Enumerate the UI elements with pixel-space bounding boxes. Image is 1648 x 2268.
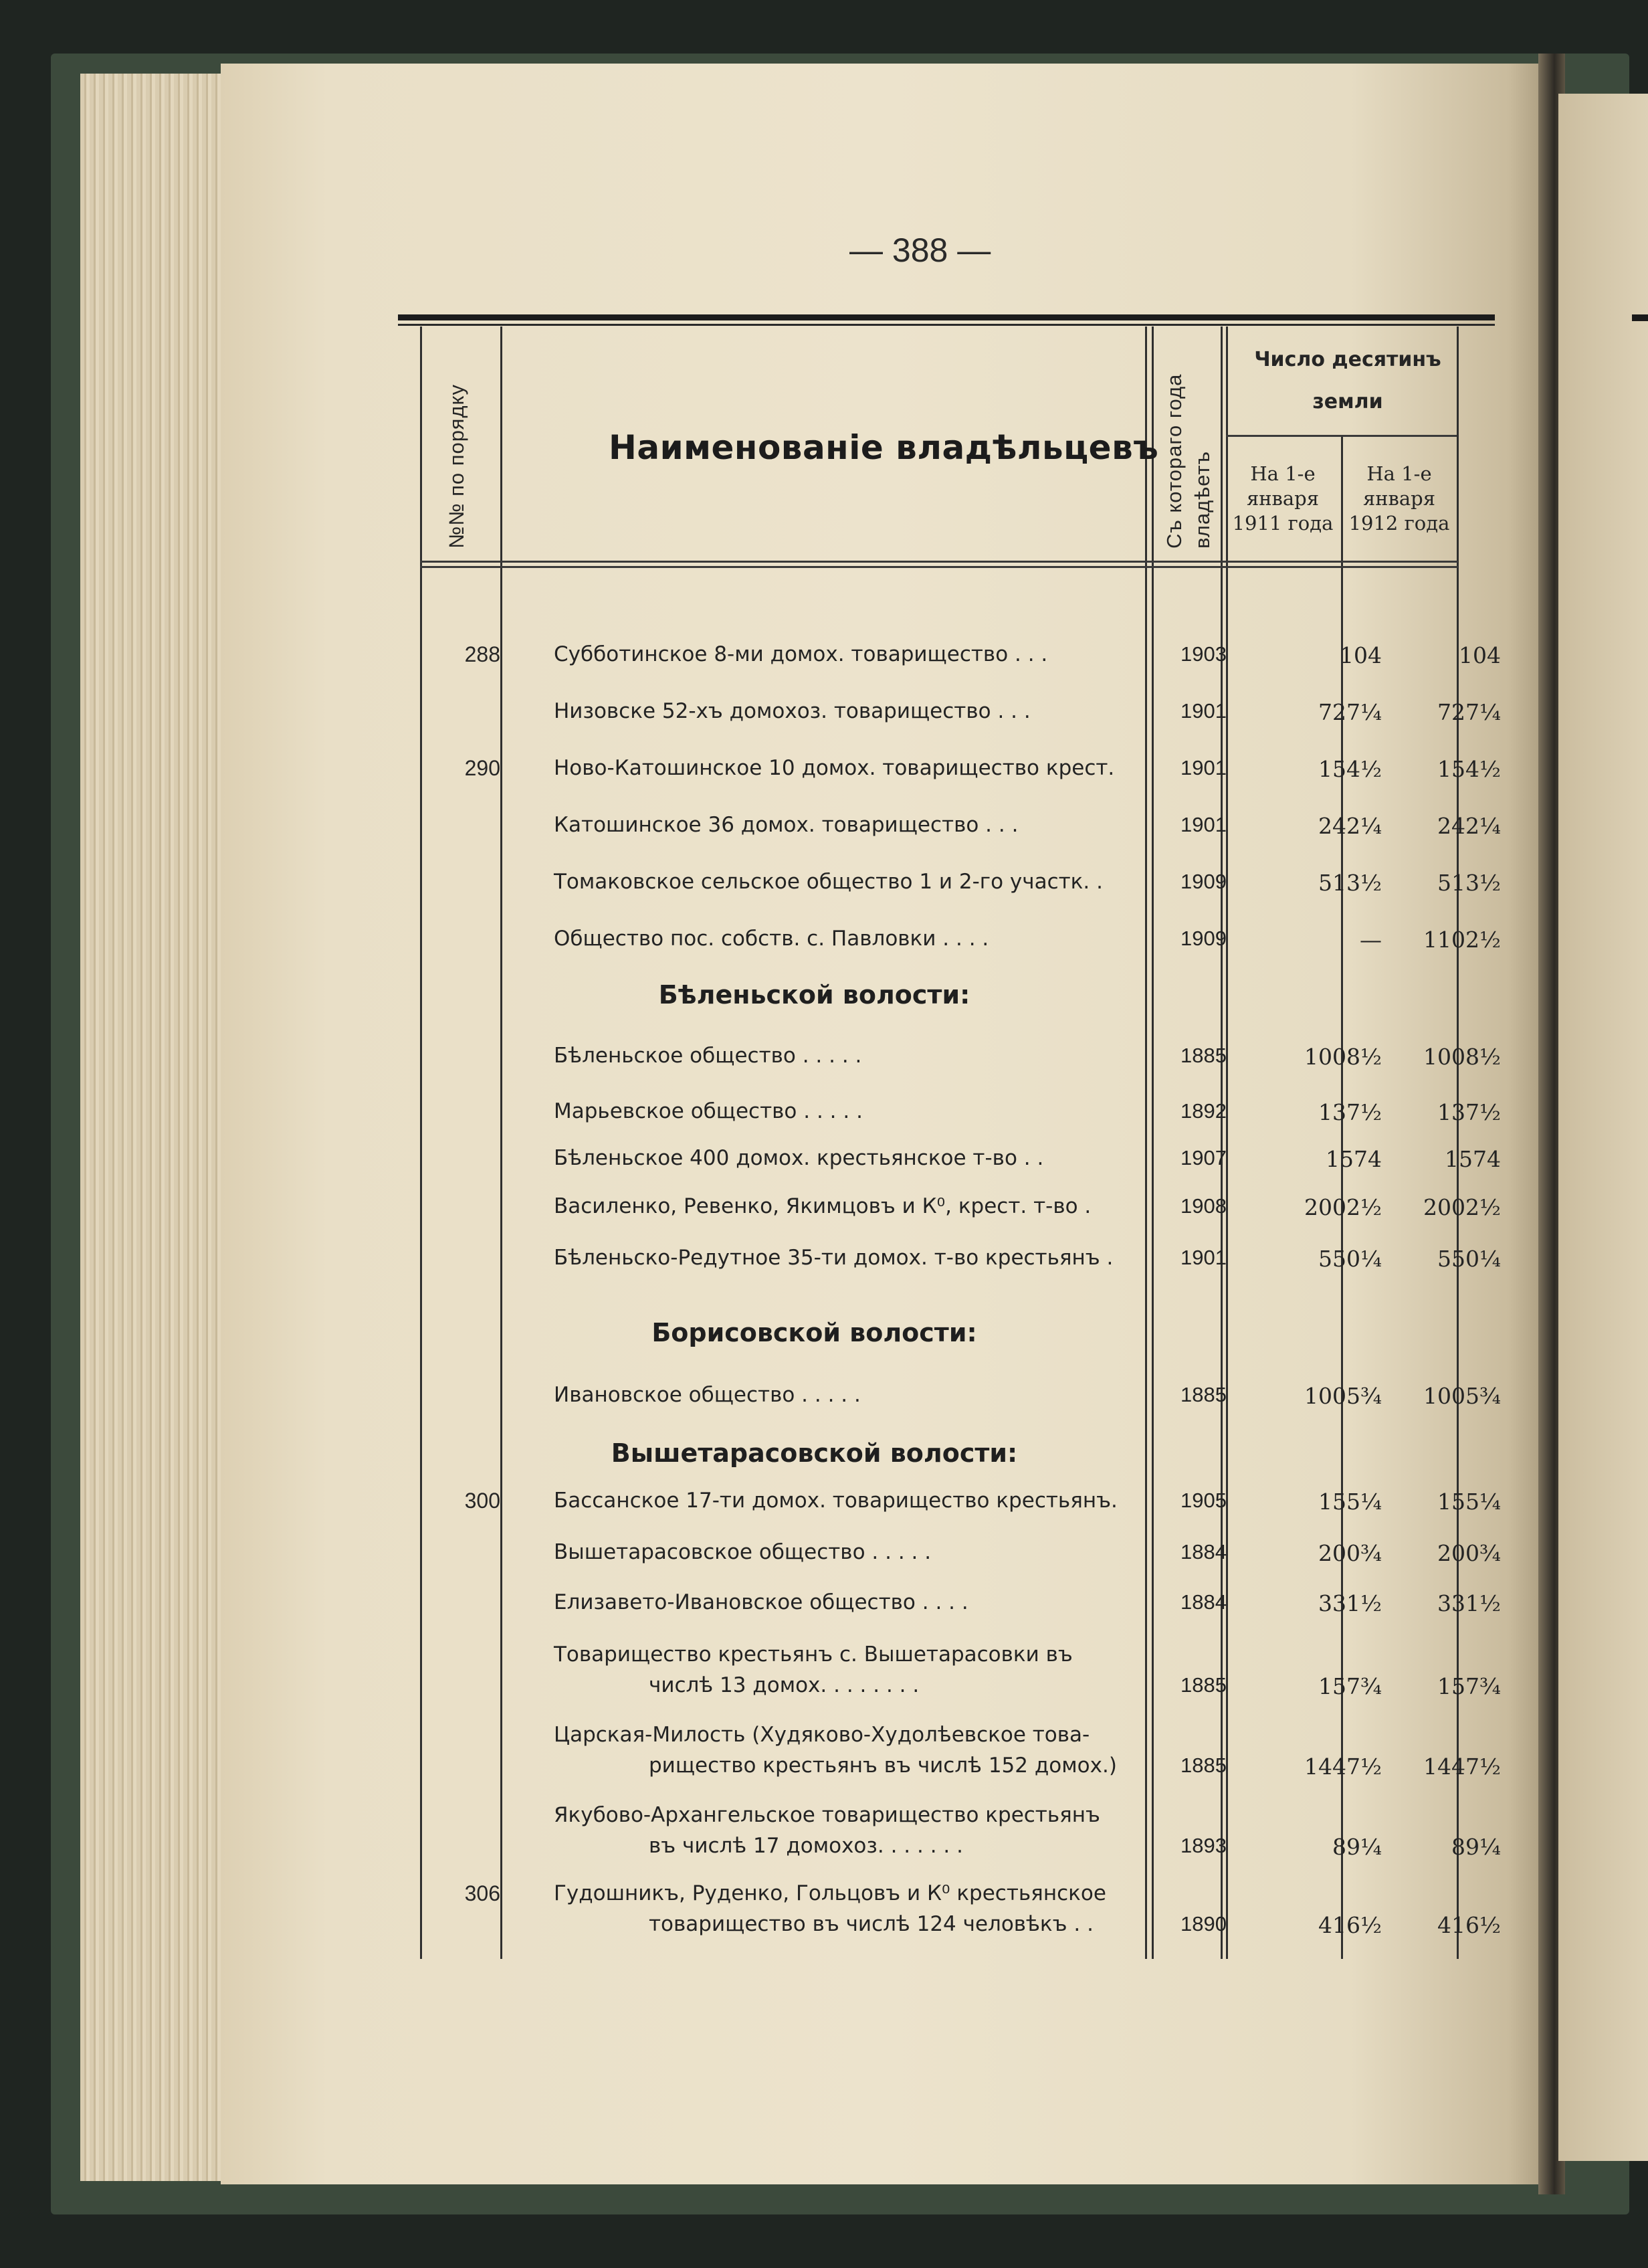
facing-page-rule	[1632, 314, 1648, 321]
land-1912: 727¼	[1437, 699, 1501, 725]
land-1912: 1005¾	[1423, 1383, 1501, 1409]
col-divider	[500, 326, 502, 1959]
col-divider	[1457, 326, 1459, 1959]
land-1911: 200¾	[1318, 1540, 1382, 1566]
owner-name: Товарищество крестьянъ с. Вышетарасовки въ	[554, 1642, 1073, 1667]
land-1912: 1574	[1445, 1146, 1501, 1172]
table-row	[401, 1540, 1501, 1574]
page-number: — 388 —	[849, 231, 991, 269]
header-1912-line: На 1-е	[1366, 462, 1432, 485]
section-title: Борисовской волости:	[651, 1318, 977, 1347]
land-1911: 155¼	[1318, 1489, 1382, 1515]
land-1912: 550¼	[1437, 1246, 1501, 1272]
row-number: 300	[464, 1489, 500, 1513]
table-row	[401, 813, 1501, 846]
table-row	[401, 1723, 1501, 1790]
owner-name-cont: рищество крестьянъ въ числѣ 152 домох.)	[649, 1754, 1117, 1778]
row-number: 288	[464, 642, 500, 666]
table-row	[401, 1044, 1501, 1077]
land-1911: 137½	[1318, 1099, 1382, 1125]
owner-name: Бѣленьско-Редутное 35-ти домох. т-во крестьянъ .	[554, 1246, 1114, 1270]
owner-name: Бѣленьское 400 домох. крестьянское т-во . .	[554, 1146, 1044, 1170]
header-1911	[1226, 462, 1340, 536]
owner-name: Томаковское сельское общество 1 и 2-го участк. .	[554, 870, 1103, 894]
owner-name: Ново-Катошинское 10 домох. товарищество крест.	[554, 756, 1115, 780]
header-1912-line: января	[1362, 487, 1436, 510]
col-divider	[1226, 326, 1228, 1959]
owner-name: Ивановское общество . . . . .	[554, 1383, 861, 1407]
table-row	[401, 1383, 1501, 1416]
table-row	[401, 1803, 1501, 1870]
col-divider	[1152, 326, 1154, 1959]
land-1911: 154½	[1318, 756, 1382, 782]
group-header-rule	[1226, 435, 1457, 437]
owner-name: Субботинское 8-ми домох. товарищество . . .	[554, 642, 1048, 666]
land-1911: 727¼	[1318, 699, 1382, 725]
year-owned: 1901	[1180, 813, 1227, 836]
land-1911: 89¼	[1332, 1834, 1382, 1860]
year-owned: 1909	[1180, 927, 1227, 950]
table-top-rule-thin	[398, 324, 1495, 326]
owner-name-cont: въ числѣ 17 домохоз. . . . . . .	[649, 1834, 963, 1858]
header-1912-line: 1912 года	[1348, 512, 1450, 535]
land-1912: 89¼	[1451, 1834, 1501, 1860]
land-1912: 1102½	[1423, 927, 1501, 953]
year-owned: 1884	[1180, 1590, 1227, 1614]
owner-name-cont: числѣ 13 домох. . . . . . . .	[649, 1673, 920, 1697]
header-year: Съ котораго года владѣетъ	[1162, 373, 1214, 549]
table-row	[401, 1489, 1501, 1522]
header-bottom-rule	[420, 561, 1458, 563]
land-1911: 1447½	[1304, 1754, 1382, 1780]
year-owned: 1901	[1180, 699, 1227, 723]
owner-name: Бассанское 17-ти домох. товарищество крестьянъ.	[554, 1489, 1118, 1513]
land-1911: 513½	[1318, 870, 1382, 896]
year-owned: 1890	[1180, 1912, 1227, 1935]
owner-name: Елизавето-Ивановское общество . . . .	[554, 1590, 968, 1614]
land-1911: 550¼	[1318, 1246, 1382, 1272]
header-no: №№ по порядку	[445, 384, 468, 549]
owner-name-cont: товарищество въ числѣ 124 человѣкъ . .	[649, 1912, 1094, 1936]
table-row	[401, 756, 1501, 789]
land-1912: 157¾	[1437, 1673, 1501, 1699]
land-1912: 137½	[1437, 1099, 1501, 1125]
year-owned: 1885	[1180, 1044, 1227, 1067]
header-name: Наименованіе владѣльцевъ	[609, 428, 1159, 467]
owner-name: Царская-Милость (Худяково-Худолѣевское това-	[554, 1723, 1090, 1747]
table-row	[401, 699, 1501, 733]
year-owned: 1893	[1180, 1834, 1227, 1857]
owner-name: Общество пос. собств. с. Павловки . . . .	[554, 927, 989, 951]
land-1912: 331½	[1437, 1590, 1501, 1616]
table-row	[401, 1146, 1501, 1179]
year-owned: 1901	[1180, 756, 1227, 779]
land-1912: 513½	[1437, 870, 1501, 896]
year-owned: 1905	[1180, 1489, 1227, 1512]
table-row	[401, 1099, 1501, 1133]
table-top-rule	[398, 314, 1495, 320]
year-owned: 1901	[1180, 1246, 1227, 1269]
land-1912: 1447½	[1423, 1754, 1501, 1780]
land-1911: 2002½	[1304, 1194, 1382, 1220]
land-1912: 200¾	[1437, 1540, 1501, 1566]
table-row	[401, 870, 1501, 903]
owner-name: Василенко, Ревенко, Якимцовъ и К⁰, крест. т-во .	[554, 1194, 1092, 1218]
land-1912: 154½	[1437, 756, 1501, 782]
owner-name: Якубово-Архангельское товарищество крестьянъ	[554, 1803, 1100, 1827]
header-1911-line: 1911 года	[1232, 512, 1334, 535]
header-1911-line: января	[1246, 487, 1320, 510]
year-owned: 1884	[1180, 1540, 1227, 1564]
col-divider	[420, 326, 422, 1959]
land-1912: 2002½	[1423, 1194, 1501, 1220]
col-divider	[1145, 326, 1147, 1959]
land-1911: 104	[1340, 642, 1382, 668]
year-owned: 1907	[1180, 1146, 1227, 1169]
owner-name: Катошинское 36 домох. товарищество . . .	[554, 813, 1019, 837]
year-owned: 1885	[1180, 1383, 1227, 1406]
row-number: 290	[464, 756, 500, 780]
table-row	[401, 927, 1501, 960]
land-1912: 242¼	[1437, 813, 1501, 839]
land-1911: 242¼	[1318, 813, 1382, 839]
year-owned: 1909	[1180, 870, 1227, 893]
section-title: Бѣленьской волости:	[658, 980, 970, 1010]
owner-name: Гудошникъ, Руденко, Гольцовъ и К⁰ крестьянское	[554, 1881, 1106, 1905]
header-dessiatines: Число десятинъ	[1254, 348, 1441, 371]
header-1911-line: На 1-е	[1250, 462, 1316, 485]
land-1911: 416½	[1318, 1912, 1382, 1938]
land-1912: 1008½	[1423, 1044, 1501, 1070]
land-1912: 155¼	[1437, 1489, 1501, 1515]
table-row	[401, 1194, 1501, 1228]
land-1912: 416½	[1437, 1912, 1501, 1938]
land-1911: —	[1360, 927, 1382, 953]
land-1911: 331½	[1318, 1590, 1382, 1616]
owner-name: Низовске 52-хъ домохоз. товарищество . . .	[554, 699, 1031, 723]
land-1911: 1574	[1326, 1146, 1382, 1172]
land-1911: 1005¾	[1304, 1383, 1382, 1409]
table-row	[401, 1642, 1501, 1709]
row-number: 306	[464, 1881, 500, 1905]
owner-name: Бѣленьское общество . . . . .	[554, 1044, 862, 1068]
owner-name: Вышетарасовское общество . . . . .	[554, 1540, 932, 1564]
section-title: Вышетарасовской волости:	[611, 1438, 1018, 1468]
land-1912: 104	[1459, 642, 1501, 668]
year-owned: 1908	[1180, 1194, 1227, 1218]
table-row	[401, 642, 1501, 676]
land-1911: 157¾	[1318, 1673, 1382, 1699]
table-row	[401, 1590, 1501, 1624]
table-row	[401, 1246, 1501, 1279]
table-row	[401, 1881, 1501, 1948]
year-owned: 1892	[1180, 1099, 1227, 1123]
land-1911: 1008½	[1304, 1044, 1382, 1070]
year-owned: 1885	[1180, 1673, 1227, 1697]
header-land: земли	[1312, 390, 1383, 413]
header-bottom-rule	[420, 566, 1458, 568]
year-owned: 1903	[1180, 642, 1227, 666]
header-1912	[1342, 462, 1456, 536]
col-divider	[1221, 326, 1223, 1959]
facing-page	[1558, 94, 1648, 2161]
year-owned: 1885	[1180, 1754, 1227, 1777]
owner-name: Марьевское общество . . . . .	[554, 1099, 863, 1123]
